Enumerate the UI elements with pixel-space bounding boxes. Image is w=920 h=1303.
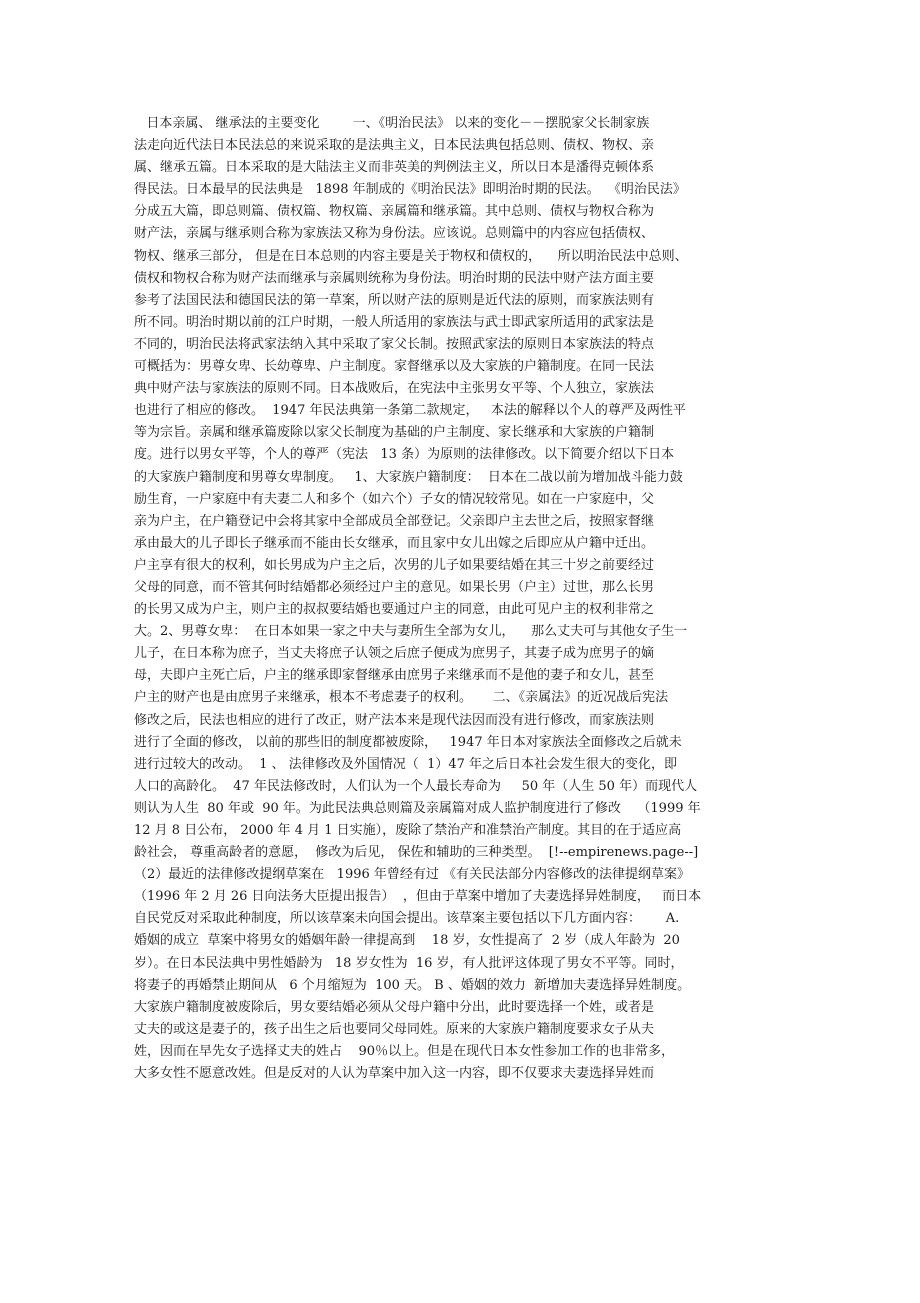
text-line: 日本亲属、 继承法的主要变化 一、《明治民法》 以来的变化－－摆脱家父长制家族	[134, 116, 650, 131]
text-line: 亲为户主，在户籍登记中会将其家中全部成员全部登记。父亲即户主去世之后，按照家督继	[134, 513, 655, 529]
text-line: 等为宗旨。亲属和继承篇废除以家父长制度为基础的户主制度、家长继承和大家族的户籍制	[134, 425, 655, 441]
text-line: 自民党反对采取此种制度，所以该草案未向国会提出。该草案主要包括以下几方面内容： A.	[134, 911, 680, 927]
text-line: 修改之后，民法也相应的进行了改正，财产法本来是现代法因而没有进行修改，而家族法则	[134, 712, 655, 728]
text-line: 债权和物权合称为财产法而继承与亲属则统称为身份法。明治时期的民法中财产法方面主要	[134, 270, 655, 286]
text-line: 典中财产法与家族法的原则不同。日本战败后，在宪法中主张男女平等、个人独立，家族法	[134, 381, 655, 397]
text-line: （1996 年 2 月 26 日向法务大臣提出报告） ，但由于草案中增加了夫妻选择异姓制度， 而日本	[134, 889, 702, 905]
text-line: 参考了法国民法和德国民法的第一草案，所以财产法的原则是近代法的原则，而家族法则有	[134, 292, 655, 308]
text-line: 父母的同意，而不管其何时结婚都必须经过户主的意见。如果长男（户主）过世，那么长男	[134, 579, 655, 595]
text-line: 所不同。明治时期以前的江户时期，一般人所适用的家族法与武士即武家所适用的武家法是	[134, 314, 655, 330]
document-body	[134, 113, 786, 1085]
text-line: 进行了全面的修改， 以前的那些旧的制度都被废除， 1947 年日本对家族法全面修改之后就未	[134, 734, 682, 750]
text-line: 的长男又成为户主，则户主的叔叔要结婚也要通过户主的同意，由此可见户主的权利非常之	[134, 602, 655, 618]
text-line: 不同的，明治民法将武家法纳入其中采取了家父长制。按照武家法的原则日本家族法的特点	[134, 336, 655, 352]
text-line: 的大家族户籍制度和男尊女卑制度。 1、大家族户籍制度： 日本在二战以前为增加战斗能力鼓	[134, 469, 683, 485]
text-line: 丈夫的或这是妻子的，孩子出生之后也要同父母同姓。原来的大家族户籍制度要求女子从夫	[134, 1021, 655, 1037]
text-line: 法走向近代法日本民法总的来说采取的是法典主义，日本民法典包括总则、债权、物权、亲	[134, 138, 655, 154]
text-line: 人口的高龄化。 47 年民法修改时，人们认为一个人最长寿命为 50 年（人生 50 年）而现代人	[134, 778, 698, 794]
text-line: 母，夫即户主死亡后，户主的继承即家督继承由庶男子来继承而不是他的妻子和女儿，甚至	[134, 668, 655, 684]
text-line: 户主享有很大的权利，如长男成为户主之后，次男的儿子如果要结婚在其三十岁之前要经过	[134, 557, 655, 573]
text-line: 户主的财产也是由庶男子来继承，根本不考虑妻子的权利。 二、《亲属法》的近况战后宪法	[134, 690, 669, 706]
text-line: 龄社会， 尊重高龄者的意愿， 修改为后见， 保佐和辅助的三种类型。 [!--empirenews.page--]	[134, 845, 699, 861]
text-line: 大。2、男尊女卑： 在日本如果一家之中夫与妻所生全部为女儿， 那么丈夫可与其他女子生一	[134, 624, 688, 640]
text-line: 财产法，亲属与继承则合称为家族法又称为身份法。应该说。总则篇中的内容应包括债权、	[134, 226, 655, 242]
text-line: 得民法。日本最早的民法典是 1898 年制成的《明治民法》即明治时期的民法。 《明治民法》	[134, 182, 686, 198]
text-line: 度。进行以男女平等，个人的尊严（宪法 13 条）为原则的法律修改。以下简要介绍以下日本	[134, 447, 675, 463]
text-line: 分成五大篇，即总则篇、债权篇、物权篇、亲属篇和继承篇。其中总则、债权与物权合称为	[134, 204, 655, 220]
text-line: 属、继承五篇。日本采取的是大陆法主义而非英美的判例法主义，所以日本是潘得克顿体系	[134, 160, 655, 176]
text-line: 也进行了相应的修改。 1947 年民法典第一条第二款规定， 本法的解释以个人的尊严及两性平	[134, 403, 686, 419]
text-line: 可概括为：男尊女卑、长幼尊卑、户主制度。家督继承以及大家族的户籍制度。在同一民法	[134, 359, 655, 375]
text-line: 姓，因而在早先女子选择丈夫的姓占 90％以上。但是在现代日本女性参加工作的也非常多，	[134, 1043, 675, 1059]
text-line: （2）最近的法律修改提纲草案在 1996 年曾经有过 《有关民法部分内容修改的法律提纲草案》	[134, 867, 691, 883]
text-line: 进行过较大的改动。 1 、 法律修改及外国情况（ 1）47 年之后日本社会发生很大的变化，即	[134, 756, 678, 772]
text-line: 将妻子的再婚禁止期间从 6 个月缩短为 100 天。 B 、婚姻的效力 新增加夫妻选择异姓制度。	[134, 977, 691, 993]
text-line: 励生育，一户家庭中有夫妻二人和多个（如六个）子女的情况较常见。如在一户家庭中，父	[134, 491, 655, 507]
text-line: 大多女性不愿意改姓。但是反对的人认为草案中加入这一内容，即不仅要求夫妻选择异姓而	[134, 1066, 655, 1082]
text-line: 12 月 8 日公布， 2000 年 4 月 1 日实施），废除了禁治产和准禁治产制度。其目的在于适应高	[134, 823, 682, 838]
text-line: 物权、继承三部分， 但是在日本总则的内容主要是关于物权和债权的， 所以明治民法中总则、	[134, 248, 688, 264]
text-line: 则认为人生 80 年或 90 年。为此民法典总则篇及亲属篇对成人监护制度进行了修改 （1999 年	[134, 800, 701, 816]
text-line: 儿子，在日本称为庶子，当丈夫将庶子认领之后庶子便成为庶男子，其妻子成为庶男子的嫡	[134, 646, 655, 662]
text-line: 岁）。在日本民法典中男性婚龄为 18 岁女性为 16 岁，有人批评这体现了男女不平等。同时，	[134, 955, 684, 971]
text-line: 婚姻的成立 草案中将男女的婚姻年龄一律提高到 18 岁，女性提高了 2 岁（成人年龄为 20	[134, 933, 680, 949]
text-line: 大家族户籍制度被废除后，男女要结婚必须从父母户籍中分出，此时要选择一个姓，或者是	[134, 999, 655, 1015]
text-line: 承由最大的儿子即长子继承而不能由长女继承，而且家中女儿出嫁之后即应从户籍中迁出。	[134, 535, 655, 551]
